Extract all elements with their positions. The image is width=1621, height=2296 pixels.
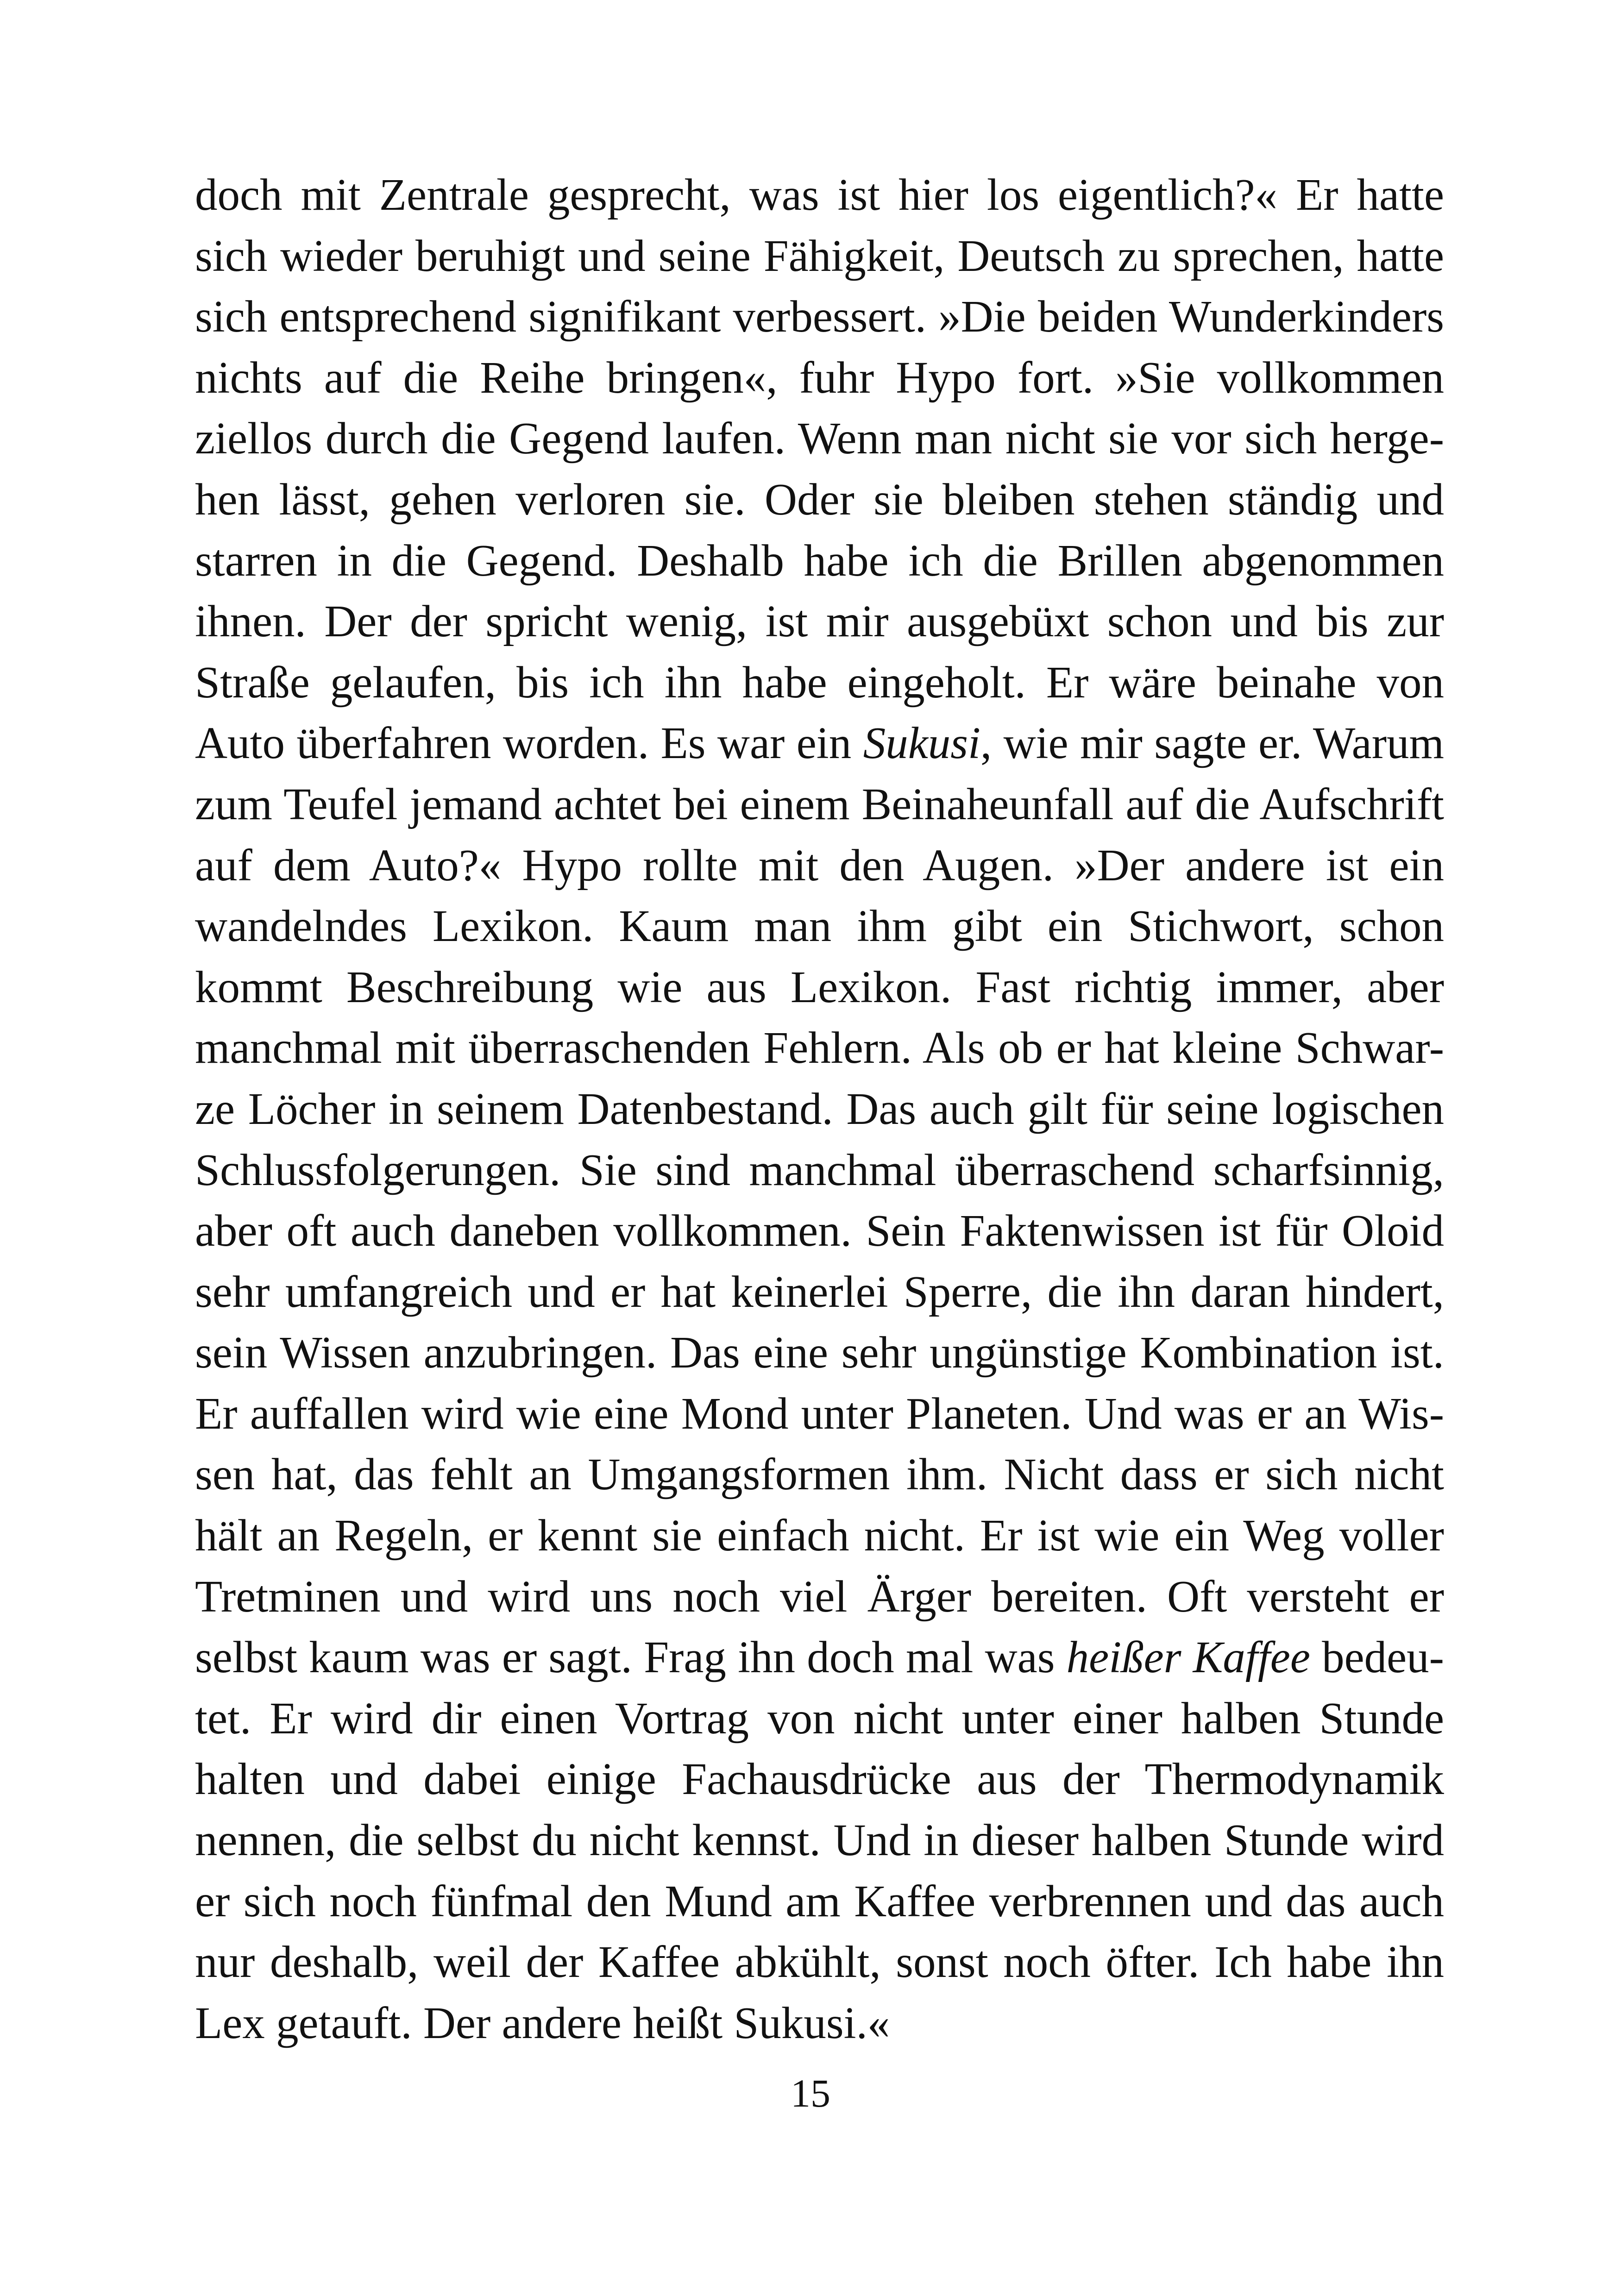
text-segment: ziellos durch die Gegend laufen. Wenn man nicht sie vor sich herge- [195,414,1444,464]
text-line [195,1017,1444,1079]
text-line [195,1810,1444,1871]
text-segment: Tretminen und wird uns noch viel Ärger bereiten. Oft versteht er [195,1571,1444,1621]
text-segment: halten und dabei einige Fachausdrücke aus der Thermodynamik [195,1754,1444,1804]
text-line [195,896,1444,957]
text-line [195,1749,1444,1810]
text-line [195,286,1444,347]
text-segment: nichts auf die Reihe bringen«, fuhr Hypo fort. »Sie vollkommen [195,352,1444,402]
text-line [195,1505,1444,1566]
body-text [195,164,1444,2053]
text-line [195,226,1444,287]
italic-term: heißer Kaffee [1066,1632,1310,1682]
text-line [195,1444,1444,1505]
text-line [195,408,1444,469]
text-segment: Lex getauft. Der andere heißt Sukusi.« [195,1998,890,2048]
text-line [195,1566,1444,1627]
text-segment: doch mit Zentrale gesprecht, was ist hier los eigentlich?« Er hatte [195,170,1444,220]
text-line [195,774,1444,835]
text-segment: manchmal mit überraschenden Fehlern. Als ob er hat kleine Schwar- [195,1023,1444,1073]
text-line [195,469,1444,530]
text-segment: ze Löcher in seinem Datenbestand. Das auch gilt für seine logischen [195,1084,1444,1134]
text-segment: Er auffallen wird wie eine Mond unter Planeten. Und was er an Wis- [195,1388,1444,1438]
text-line [195,1261,1444,1323]
text-line [195,835,1444,896]
text-line [195,1079,1444,1140]
text-line [195,591,1444,652]
text-segment: hen lässt, gehen verloren sie. Oder sie bleiben stehen ständig und [195,474,1444,524]
text-line [195,1871,1444,1932]
text-segment: er sich noch fünfmal den Mund am Kaffee verbrennen und das auch [195,1876,1444,1926]
text-line [195,1688,1444,1749]
text-segment: tet. Er wird dir einen Vortrag von nicht unter einer halben Stunde [195,1693,1444,1743]
text-segment: auf dem Auto?« Hypo rollte mit den Augen. »Der andere ist ein [195,840,1444,890]
text-segment: ihnen. Der der spricht wenig, ist mir ausgebüxt schon und bis zur [195,596,1444,646]
text-segment: sich wieder beruhigt und seine Fähigkeit, Deutsch zu sprechen, hatte [195,231,1444,281]
italic-term: Sukusi [863,718,980,768]
text-line [195,713,1444,774]
text-segment: hält an Regeln, er kennt sie einfach nicht. Er ist wie ein Weg voller [195,1511,1444,1561]
text-segment: nennen, die selbst du nicht kennst. Und in dieser halben Stunde wird [195,1815,1444,1865]
text-segment: starren in die Gegend. Deshalb habe ich die Brillen abgenommen [195,535,1444,585]
text-segment: Straße gelaufen, bis ich ihn habe eingeholt. Er wäre beinahe von [195,657,1444,707]
text-segment: wandelndes Lexikon. Kaum man ihm gibt ein Stichwort, schon [195,901,1444,951]
text-line [195,1383,1444,1444]
text-line [195,1993,1444,2054]
text-line [195,530,1444,591]
text-line [195,1140,1444,1201]
text-line [195,652,1444,713]
text-segment: Auto überfahren worden. Es war ein [195,718,863,768]
text-segment: selbst kaum was er sagt. Frag ihn doch mal was [195,1632,1067,1682]
text-segment: bedeu- [1310,1632,1444,1682]
text-line [195,1932,1444,1993]
text-segment: aber oft auch daneben vollkommen. Sein Faktenwissen ist für Oloid [195,1206,1444,1256]
text-line [195,957,1444,1018]
text-line [195,1322,1444,1383]
text-segment: kommt Beschreibung wie aus Lexikon. Fast richtig immer, aber [195,962,1444,1012]
text-segment: sehr umfangreich und er hat keinerlei Sperre, die ihn daran hindert, [195,1267,1444,1317]
text-line [195,347,1444,408]
text-line [195,1627,1444,1688]
text-segment: sen hat, das fehlt an Umgangsformen ihm. Nicht dass er sich nicht [195,1449,1444,1499]
page-number: 15 [791,2071,830,2115]
text-line [195,1200,1444,1261]
text-segment: Schlussfolgerungen. Sie sind manchmal überraschend scharfsinnig, [195,1145,1444,1195]
text-line [195,164,1444,226]
text-segment: sein Wissen anzubringen. Das eine sehr ungünstige Kombination ist. [195,1328,1444,1378]
text-segment: , wie mir sagte er. Warum [980,718,1444,768]
text-segment: sich entsprechend signifikant verbessert. »Die beiden Wunderkinders [195,292,1444,342]
text-segment: zum Teufel jemand achtet bei einem Beinaheunfall auf die Aufschrift [195,779,1444,829]
text-segment: nur deshalb, weil der Kaffee abkühlt, sonst noch öfter. Ich habe ihn [195,1937,1444,1987]
